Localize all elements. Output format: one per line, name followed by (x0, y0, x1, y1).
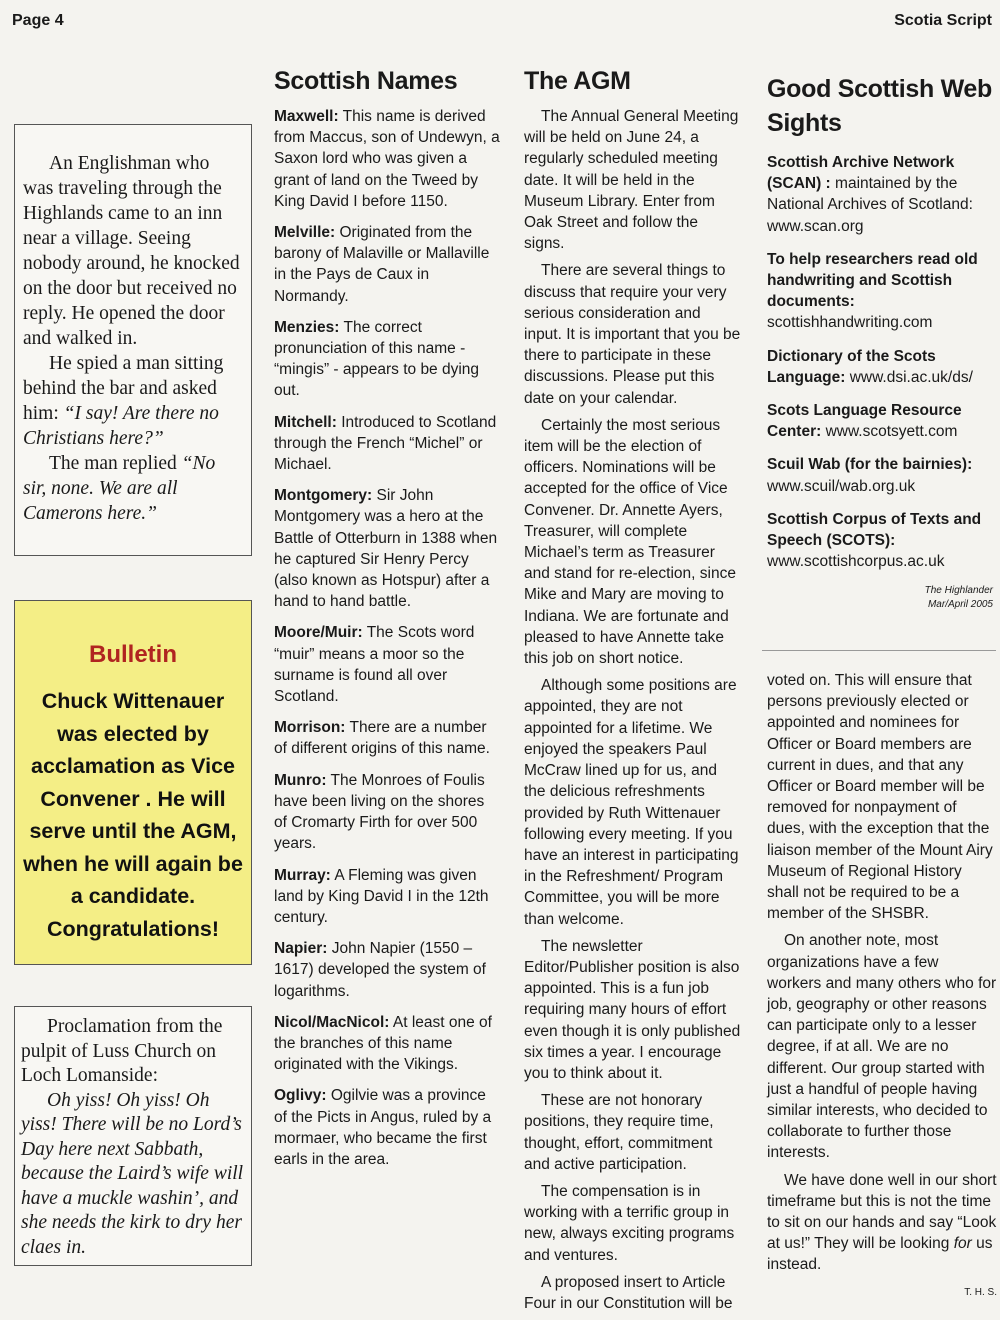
name-entry: Menzies: The correct pronunciation of this name - “mingis” - appears to be dying out. (274, 318, 480, 400)
web-entry: Scuil Wab (for the bairnies): www.scuil/wab.org.uk (767, 456, 973, 495)
agm-column (524, 66, 742, 1320)
name-entry: Nicol/MacNicol: At least one of the branches of this name originated with the Vikings. (274, 1013, 492, 1074)
name-entry: Napier: John Napier (1550 – 1617) developed the system of logarithms. (274, 940, 486, 1000)
name-entry: Melville: Originated from the barony of Malaville or Mallaville in the Pays de Caux in Normandy. (274, 224, 490, 305)
scottish-names-column (274, 66, 500, 1180)
proclamation-quote: Oh yiss! Oh yiss! Oh yiss! There will be no Lord’s Day here next Sabbath, because the Laird’s wife will have a muckle washin’, and she needs the kirk to dry her claes in. (21, 1089, 244, 1258)
agm-continued-column (767, 670, 997, 1303)
agm-paragraph: Certainly the most serious item will be the election of officers. Nominations will be accepted for the office of Vice Convener. Dr. Annette Ayers, Treasurer, will complete Michael’s term as Treasurer and stand for re-election, since Mike and Mary are moving to Indiana. We are fortunate and pleased to have Annette take this job on short notice. (524, 416, 736, 668)
agm-paragraph: There are several things to discuss that require your very serious consideration and input. It is important that you be there to participate in these discussions. Please put this date on your calendar. (524, 262, 741, 407)
bulletin-box (14, 600, 252, 965)
agm-paragraph: These are not honorary positions, they require time, thought, effort, commitment and active participation. (524, 1092, 714, 1173)
proclamation-intro: Proclamation from the pulpit of Luss Church on Loch Lomanside: (21, 1016, 223, 1086)
web-entry: To help researchers read old handwriting and Scottish documents: scottishhandwriting.com (767, 250, 978, 332)
continued-paragraph: We have done well in our short timeframe but this is not the time to sit on our hands and say “Look at us!” They will be looking for us instead. (767, 1171, 997, 1274)
name-entry: Munro: The Monroes of Foulis have been living on the shores of Cromarty Firth for over 500 years. (274, 771, 485, 853)
name-entry: Maxwell: This name is derived from Maccus, son of Undewyn, a Saxon lord who was given a grant of land on the Tweed by King David I before 1150. (274, 108, 500, 210)
proclamation-box (14, 1006, 252, 1266)
web-sights-column (767, 72, 993, 612)
continued-paragraph: On another note, most organizations have a few workers and many others who for job, geography or other reasons can participate only to a lesser degree, if at all. We are no different. Our group started with just a handful of people having similar interests, who decided to collaborate to further those interests. (767, 932, 997, 1162)
publication-title: Scotia Script (894, 12, 992, 29)
story-box (14, 124, 252, 556)
web-entry: Scottish Archive Network (SCAN) : maintained by the National Archives of Scotland: www.scan.org (767, 154, 973, 235)
scottish-names-heading: Scottish Names (274, 67, 458, 95)
agm-heading: The AGM (524, 67, 631, 95)
agm-paragraph: Although some positions are appointed, they are not appointed for a lifetime. We enjoyed the speakers Paul McCraw lined up for us, and the delicious refreshments provided by Ruth Wittenauer following every meeting. If you have an interest in participating in the Refreshment/ Program Committee, you will be more than welcome. (524, 677, 739, 928)
agm-paragraph: The compensation is in working with a terrific group in new, always exciting programs and ventures. (524, 1182, 735, 1264)
story-paragraph: An Englishman who was traveling through the Highlands came to an inn near a village. Seeing nobody around, he knocked on the door but received no reply. He opened the door and walked in. (23, 153, 240, 349)
web-entry: Dictionary of the Scots Language: www.dsi.ac.uk/ds/ (767, 347, 973, 386)
bulletin-text: Chuck Wittenauer was elected by acclamation as Vice Convener . He will serve until the AGM, when he will again be a candidate. Congratulations! (23, 689, 243, 941)
section-divider (762, 650, 996, 651)
story-paragraph: He spied a man sitting behind the bar and asked him: “I say! Are there no Christians here?” (23, 353, 224, 449)
name-entry: Mitchell: Introduced to Scotland through the French “Michel” or Michael. (274, 413, 497, 474)
name-entry: Montgomery: Sir John Montgomery was a hero at the Battle of Otterburn in 1388 when he captured Sir Henry Percy (also known as Hotspur) after a hand to hand battle. (274, 487, 498, 611)
agm-paragraph: A proposed insert to Article Four in our Constitution will be (524, 1273, 733, 1312)
agm-paragraph: The newsletter Editor/Publisher position is also appointed. This is a fun job requiring many hours of effort even though it is only published six times a year. I encourage you to think about it. (524, 937, 741, 1082)
story-paragraph: The man replied “No sir, none. We are all Camerons here.” (23, 453, 216, 524)
page-number: Page 4 (12, 12, 64, 29)
continued-paragraph: voted on. This will ensure that persons previously elected or appointed and nominees for Officer or Board members are current in dues, and that any Officer or Board member will be removed for nonpayment of dues, with the exception that the liaison member of the Mount Airy Museum of Regional History shall not be required to be a member of the SHSBR. (767, 672, 993, 923)
bulletin-title: Bulletin (89, 641, 177, 668)
web-entry: Scots Language Resource Center: www.scotsyett.com (767, 402, 962, 441)
source-credit: The Highlander Mar/April 2005 (924, 585, 993, 611)
name-entry: Morrison: There are a number of different origins of this name. (274, 719, 490, 758)
name-entry: Oglivy: Ogilvie was a province of the Picts in Angus, ruled by a mormaer, who became the first earls in the area. (274, 1087, 492, 1168)
name-entry: Murray: A Fleming was given land by King David I in the 12th century. (274, 866, 489, 926)
author-initials: T. H. S. (964, 1286, 997, 1298)
agm-paragraph: The Annual General Meeting will be held on June 24, a regularly scheduled meeting date. It will be held in the Museum Library. Enter from Oak Street and follow the signs. (524, 108, 739, 253)
web-sights-heading: Good Scottish Web Sights (767, 75, 992, 137)
name-entry: Moore/Muir: The Scots word “muir” means a moor so the surname is found all over Scotland. (274, 624, 475, 706)
web-entry: Scottish Corpus of Texts and Speech (SCOTS): www.scottishcorpus.ac.uk (767, 510, 982, 571)
